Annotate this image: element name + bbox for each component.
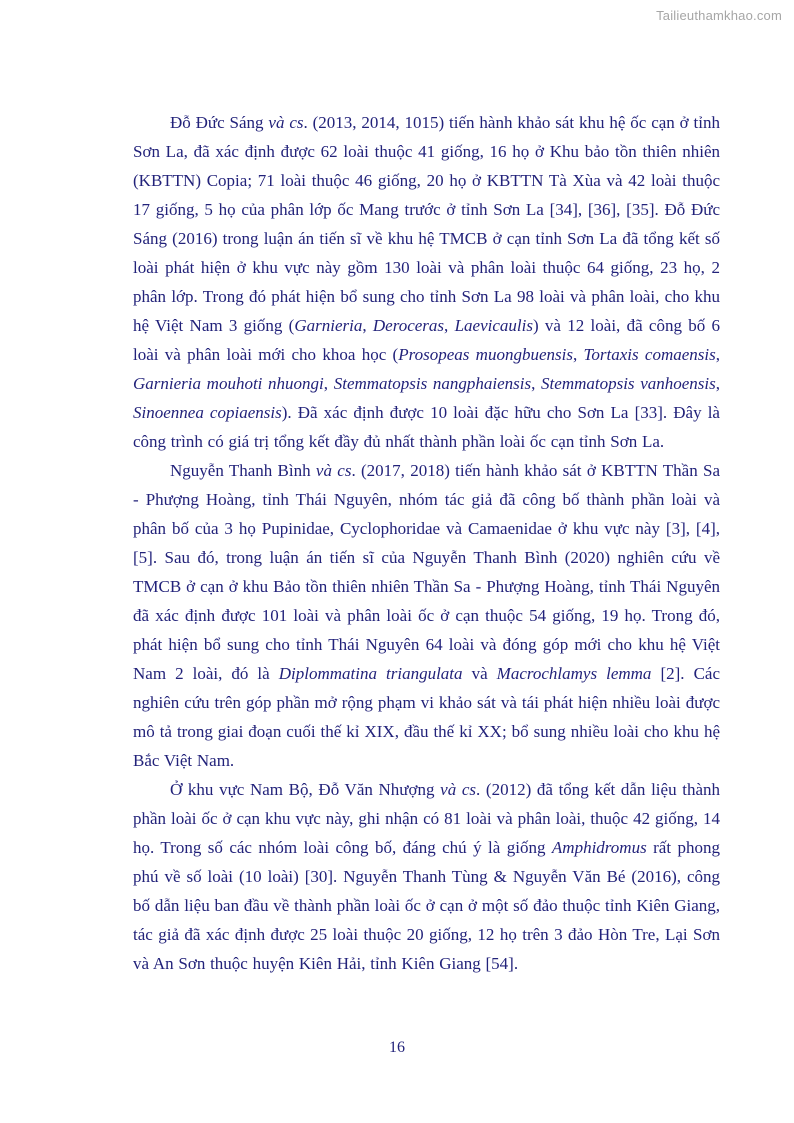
text-run: Ở khu vực Nam Bộ, Đỗ Văn Nhượng <box>170 780 441 799</box>
text-run: Garnieria mouhoti nhuongi <box>133 374 324 393</box>
text-run: [2]. Các nghiên cứu trên góp phần mở rộng phạm vi khảo sát và tái phát hiện nhiều loài được mô tả trong giai đoạn cuối thế kỉ XIX, đầu thế kỉ XX; bổ sung nhiều loài cho khu hệ Bắc Việt Nam. <box>133 664 720 770</box>
text-run: . (2013, 2014, 1015) tiến hành khảo sát khu hệ ốc cạn ở tỉnh Sơn La, đã xác định được 62 loài thuộc 41 giống, 16 họ ở Khu bảo tồn thiên nhiên (KBTTN) Copia; 71 loài thuộc 46 giống, 20 họ ở KBTTN Tà Xùa và 42 loài thuộc 17 giống, 5 họ của phân lớp ốc Mang trước ở tỉnh Sơn La [34], [36], [35]. Đỗ Đức Sáng (2016) trong luận án tiến sĩ về khu hệ TMCB ở cạn tỉnh Sơn La đã tổng kết số loài phát hiện ở khu vực này gồm 130 loài và phân loài thuộc 64 giống, 23 họ, 2 phân lớp. Trong đó phát hiện bổ sung cho tỉnh Sơn La 98 loài và phân loài, cho khu hệ Việt Nam 3 giống ( <box>133 113 720 335</box>
text-run: Stemmatopsis nangphaiensis <box>333 374 532 393</box>
text-run: ) và 12 loài, đã công bố 6 loài và phân loài mới cho khoa học ( <box>133 316 721 364</box>
text-run: , <box>715 374 721 393</box>
text-run: , <box>362 316 373 335</box>
text-run: , <box>715 345 721 364</box>
text-run: . (2012) đã tổng kết dẫn liệu thành phần loài ốc ở cạn khu vực này, ghi nhận có 81 loài và phân loài, thuộc 42 giống, 14 họ. Trong số các nhóm loài công bố, đáng chú ý là giống <box>133 780 720 857</box>
text-run: và cs <box>315 461 352 480</box>
text-run: Garnieria <box>294 316 363 335</box>
text-run: ). Đã xác định được 10 loài đặc hữu cho Sơn La [33]. Đây là công trình có giá trị tổng kết đầy đủ nhất thành phần loài ốc cạn tỉnh Sơn La. <box>133 403 720 451</box>
document-body <box>133 108 720 978</box>
text-run: Laevicaulis <box>454 316 533 335</box>
text-run: . (2017, 2018) tiến hành khảo sát ở KBTTN Thần Sa - Phượng Hoàng, tỉnh Thái Nguyên, nhóm tác giả đã công bố thành phần loài và phân bố của 3 họ Pupinidae, Cyclophoridae và Camaenidae ở khu vực này [3], [4], [5]. Sau đó, trong luận án tiến sĩ của Nguyễn Thanh Bình (2020) nghiên cứu về TMCB ở cạn ở khu Bảo tồn thiên nhiên Thần Sa - Phượng Hoàng, tỉnh Thái Nguyên đã xác định được 101 loài và phân loài ốc ở cạn thuộc 54 giống, 19 họ. Trong đó, phát hiện bổ sung cho tỉnh Thái Nguyên 64 loài và đóng góp mới cho khu hệ Việt Nam 2 loài, đó là <box>133 461 721 683</box>
watermark: Tailieuthamkhao.com <box>656 8 782 23</box>
text-run: , <box>323 374 334 393</box>
paragraph <box>133 775 720 978</box>
text-run: , <box>572 345 584 364</box>
paragraph <box>133 456 720 775</box>
text-run: và cs <box>268 113 304 132</box>
text-run: và <box>462 664 497 683</box>
text-run: Stemmatopsis vanhoensis <box>541 374 716 393</box>
text-run: Tortaxis comaensis <box>583 345 716 364</box>
text-run: rất phong phú về số loài (10 loài) [30]. Nguyễn Thanh Tùng & Nguyễn Văn Bé (2016), công bố dẫn liệu ban đầu về thành phần loài ốc ở cạn ở một số đảo thuộc tỉnh Kiên Giang, tác giả đã xác định được 25 loài thuộc 20 giống, 12 họ trên 3 đảo Hòn Tre, Lại Sơn và An Sơn thuộc huyện Kiên Hải, tỉnh Kiên Giang [54]. <box>133 838 720 973</box>
text-run: Đỗ Đức Sáng <box>170 113 269 132</box>
text-run: , <box>531 374 542 393</box>
text-run: Deroceras <box>372 316 445 335</box>
text-run: Amphidromus <box>551 838 647 857</box>
text-run: Prosopeas muongbuensis <box>398 345 573 364</box>
page-number: 16 <box>389 1039 405 1056</box>
text-run: , <box>444 316 455 335</box>
text-run: Nguyễn Thanh Bình <box>170 461 316 480</box>
text-run: và cs <box>440 780 477 799</box>
text-run: Diplommatina triangulata <box>278 664 463 683</box>
text-run: Macrochlamys lemma <box>496 664 652 683</box>
text-run: Sinoennea copiaensis <box>133 403 282 422</box>
paragraph <box>133 108 720 456</box>
